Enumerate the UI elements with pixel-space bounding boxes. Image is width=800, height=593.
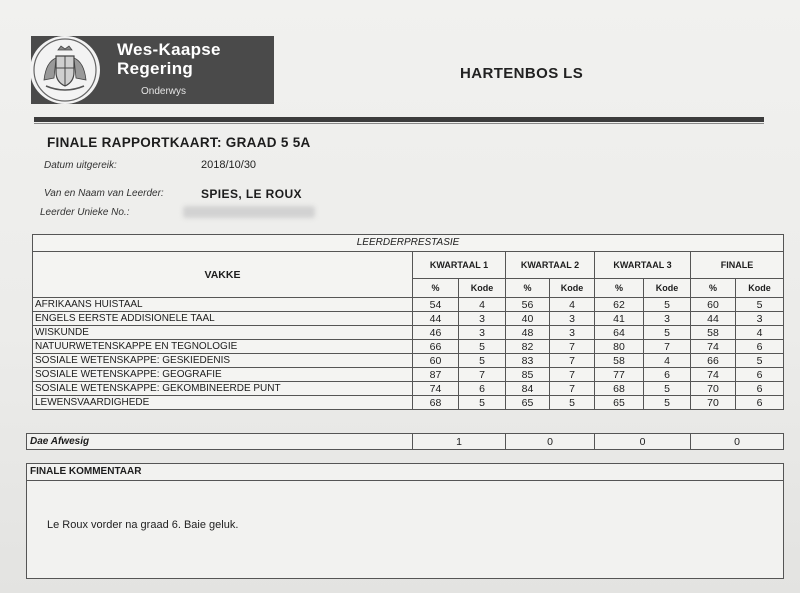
percent-header: % — [595, 279, 644, 298]
days-absent-q3: 0 — [595, 434, 691, 450]
code-cell: 7 — [550, 340, 595, 354]
percent-cell: 74 — [691, 340, 736, 354]
percent-cell: 62 — [595, 298, 644, 312]
code-cell: 7 — [550, 382, 595, 396]
subject-name: SOSIALE WETENSKAPPE: GESKIEDENIS — [33, 354, 413, 368]
code-cell: 7 — [550, 368, 595, 382]
subject-header: VAKKE — [33, 252, 413, 298]
subject-name: LEWENSVAARDIGHEDE — [33, 396, 413, 410]
table-row — [33, 298, 784, 312]
code-cell: 5 — [644, 382, 691, 396]
percent-cell: 44 — [413, 312, 459, 326]
subject-name: SOSIALE WETENSKAPPE: GEOGRAFIE — [33, 368, 413, 382]
table-row — [33, 340, 784, 354]
percent-cell: 74 — [691, 368, 736, 382]
final-comment-box — [26, 463, 784, 579]
code-cell: 6 — [736, 340, 784, 354]
percent-cell: 65 — [506, 396, 550, 410]
percent-cell: 54 — [413, 298, 459, 312]
subject-name: WISKUNDE — [33, 326, 413, 340]
code-cell: 7 — [550, 354, 595, 368]
code-cell: 5 — [736, 354, 784, 368]
code-cell: 7 — [459, 368, 506, 382]
final-comment-heading: FINALE KOMMENTAAR — [27, 464, 783, 481]
subject-name: SOSIALE WETENSKAPPE: GEKOMBINEERDE PUNT — [33, 382, 413, 396]
code-cell: 6 — [736, 396, 784, 410]
percent-cell: 68 — [595, 382, 644, 396]
percent-header: % — [506, 279, 550, 298]
final-comment-text: Le Roux vorder na graad 6. Baie geluk. — [47, 519, 239, 531]
code-cell: 3 — [550, 312, 595, 326]
percent-cell: 84 — [506, 382, 550, 396]
code-cell: 5 — [644, 326, 691, 340]
code-cell: 4 — [736, 326, 784, 340]
redacted-learner-id — [183, 206, 315, 218]
code-header: Kode — [550, 279, 595, 298]
learner-id-label: Leerder Unieke No.: — [40, 207, 130, 218]
percent-cell: 48 — [506, 326, 550, 340]
percent-cell: 56 — [506, 298, 550, 312]
days-absent-q1: 1 — [413, 434, 506, 450]
percent-cell: 77 — [595, 368, 644, 382]
code-cell: 6 — [644, 368, 691, 382]
table-row — [33, 396, 784, 410]
days-absent-label: Dae Afwesig — [27, 434, 413, 450]
table-row — [33, 354, 784, 368]
table-row — [33, 368, 784, 382]
wcg-logo — [31, 36, 274, 104]
percent-cell: 66 — [691, 354, 736, 368]
code-cell: 3 — [459, 326, 506, 340]
percent-cell: 80 — [595, 340, 644, 354]
learner-name-value: SPIES, LE ROUX — [201, 187, 302, 201]
performance-rows — [33, 298, 784, 410]
days-absent-final: 0 — [691, 434, 784, 450]
code-cell: 3 — [550, 326, 595, 340]
logo-line-onderwys: Onderwys — [141, 86, 187, 97]
quarter-header: KWARTAAL 2 — [506, 252, 595, 279]
days-absent-q2: 0 — [506, 434, 595, 450]
code-cell: 4 — [644, 354, 691, 368]
subject-name: ENGELS EERSTE ADDISIONELE TAAL — [33, 312, 413, 326]
percent-cell: 64 — [595, 326, 644, 340]
code-cell: 7 — [644, 340, 691, 354]
percent-cell: 66 — [413, 340, 459, 354]
coat-of-arms-icon — [30, 36, 100, 104]
code-header: Kode — [459, 279, 506, 298]
quarter-header: FINALE — [691, 252, 784, 279]
code-cell: 4 — [550, 298, 595, 312]
date-label: Datum uitgereik: — [44, 160, 117, 171]
code-cell: 5 — [550, 396, 595, 410]
percent-cell: 85 — [506, 368, 550, 382]
percent-cell: 58 — [691, 326, 736, 340]
table-row — [33, 382, 784, 396]
code-cell: 3 — [736, 312, 784, 326]
date-value: 2018/10/30 — [201, 159, 257, 171]
code-cell: 6 — [736, 382, 784, 396]
code-cell: 5 — [459, 396, 506, 410]
quarter-header: KWARTAAL 3 — [595, 252, 691, 279]
table-row — [33, 312, 784, 326]
subject-name: NATUURWETENSKAPPE EN TEGNOLOGIE — [33, 340, 413, 354]
percent-cell: 60 — [413, 354, 459, 368]
code-cell: 5 — [459, 354, 506, 368]
percent-cell: 87 — [413, 368, 459, 382]
code-cell: 5 — [459, 340, 506, 354]
percent-cell: 65 — [595, 396, 644, 410]
code-cell: 5 — [736, 298, 784, 312]
code-cell: 5 — [644, 298, 691, 312]
percent-header: % — [413, 279, 459, 298]
code-cell: 4 — [459, 298, 506, 312]
code-header: Kode — [736, 279, 784, 298]
percent-cell: 60 — [691, 298, 736, 312]
logo-line-regering: Regering — [117, 59, 194, 78]
section-title: LEERDERPRESTASIE — [33, 235, 784, 252]
code-cell: 3 — [459, 312, 506, 326]
learner-name-label: Van en Naam van Leerder: — [44, 188, 164, 199]
report-title: FINALE RAPPORTKAART: GRAAD 5 5A — [47, 135, 311, 150]
logo-line-wes-kaapse: Wes-Kaapse — [117, 40, 221, 59]
percent-cell: 44 — [691, 312, 736, 326]
table-row — [33, 326, 784, 340]
performance-table — [32, 234, 784, 410]
percent-cell: 83 — [506, 354, 550, 368]
quarter-header: KWARTAAL 1 — [413, 252, 506, 279]
percent-cell: 41 — [595, 312, 644, 326]
code-cell: 5 — [644, 396, 691, 410]
header-rule-thin — [34, 123, 764, 124]
days-absent-table — [26, 433, 784, 450]
subject-name: AFRIKAANS HUISTAAL — [33, 298, 413, 312]
percent-cell: 58 — [595, 354, 644, 368]
percent-cell: 68 — [413, 396, 459, 410]
code-cell: 3 — [644, 312, 691, 326]
percent-cell: 70 — [691, 382, 736, 396]
code-cell: 6 — [736, 368, 784, 382]
code-header: Kode — [644, 279, 691, 298]
percent-cell: 74 — [413, 382, 459, 396]
percent-cell: 46 — [413, 326, 459, 340]
code-cell: 6 — [459, 382, 506, 396]
percent-header: % — [691, 279, 736, 298]
percent-cell: 70 — [691, 396, 736, 410]
percent-cell: 82 — [506, 340, 550, 354]
header-rule — [34, 117, 764, 122]
school-name: HARTENBOS LS — [460, 65, 584, 82]
percent-cell: 40 — [506, 312, 550, 326]
